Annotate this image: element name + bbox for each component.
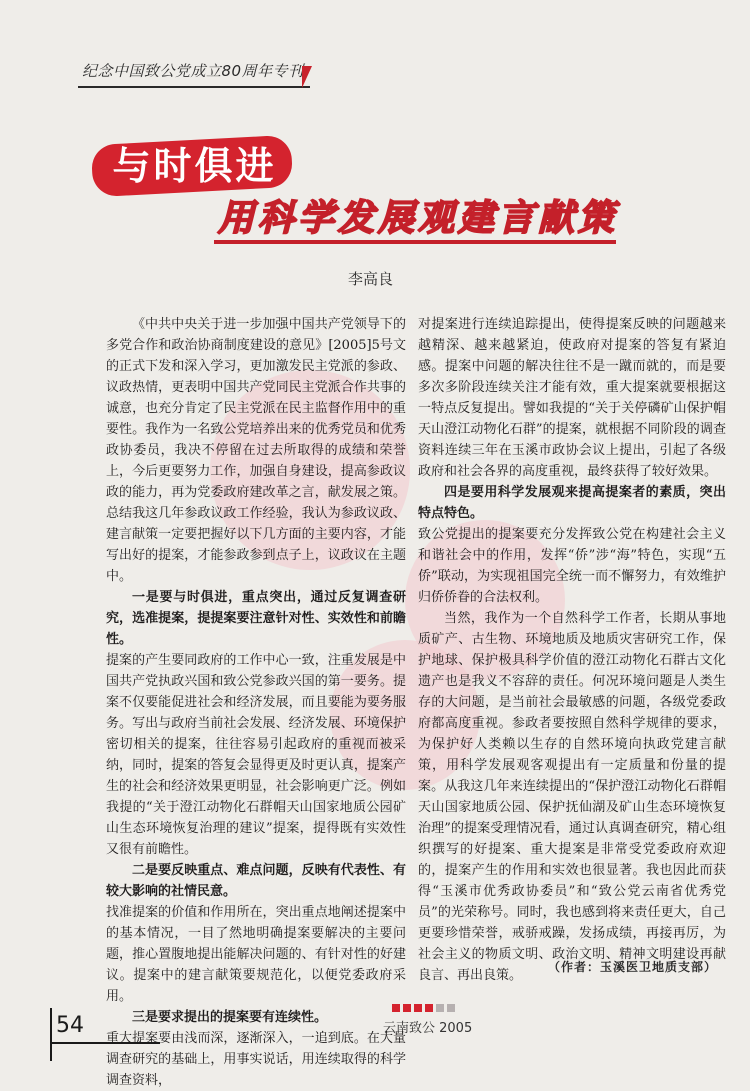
article-column-left	[106, 314, 406, 1091]
article-title-sub: 用科学发展观建言献策	[218, 198, 619, 239]
paragraph-heading: 四是要用科学发展观来提高提案者的素质，突出特点特色。	[418, 485, 726, 521]
article-author: 李高良	[348, 270, 394, 288]
footer-mark	[447, 1004, 455, 1012]
margin-line	[50, 1008, 52, 1061]
paragraph: 找准提案的价值和作用所在，突出重点地阐述提案中的基本情况，一目了然地明确提案要解决的主要问题，推心置腹地提出能解决问题的、有针对性的好建议。提案中的建言献策要规范化，以便党委政府采用。	[106, 905, 406, 1004]
footer-mark	[425, 1004, 433, 1012]
header-flag-icon	[302, 66, 312, 88]
page-number: 54	[56, 1013, 84, 1038]
header-rule	[78, 86, 310, 88]
title-underline	[214, 240, 616, 244]
paragraph: 《中共中央关于进一步加强中国共产党领导下的多党合作和政治协商制度建设的意见》[2005]5号文的正式下发和深入学习，更加激发民主党派的参政、议政热情，更表明中国共产党同民主党派合作共事的诚意，也充分肯定了民主党派在民主监督作用中的重要性。我作为一名致公党培养出来的优秀党员和优秀政协委员，我决不停留在过去所取得的成绩和荣誉上，今后更要努力工作，加强自身建设，提高参政议政的能力，再为党委政府建改革之言，献发展之策。总结我这几年参政议政工作经验，我认为参政议政、建言献策一定要把握好以下几方面的主要内容，才能写出好的提案，才能参政参到点子上，议政议在主题中。	[106, 317, 406, 584]
paragraph: 致公党提出的提案要充分发挥致公党在构建社会主义和谐社会中的作用，发挥“侨”涉“海”特色，实现“五侨”联动，为实现祖国完全统一而不懈努力，有效维护归侨侨眷的合法权利。	[418, 527, 726, 605]
paragraph: 重大提案要由浅而深，逐渐深入，一追到底。在大量调查研究的基础上，用事实说话，用连续取得的科学调查资料，	[106, 1031, 406, 1088]
paragraph: 对提案进行连续追踪提出，使得提案反映的问题越来越精深、越来越紧迫，使政府对提案的答复有紧迫感。提案中问题的解决往往不是一蹴而就的，而是要多次多阶段连续关注才能有效，重大提案就要根据这一特点反复提出。譬如我提的“关于关停磷矿山保护帽天山澄江动物化石群”的提案，就根据不同阶段的调查资料连续三年在玉溪市政协会议上提出，引起了各级政府和社会各界的高度重视，最终获得了较好效果。	[418, 317, 726, 479]
paragraph-heading: 三是要求提出的提案要有连续性。	[132, 1010, 328, 1025]
footer-mark	[414, 1004, 422, 1012]
footer-mark	[436, 1004, 444, 1012]
paragraph-heading: 二是要反映重点、难点问题，反映有代表性、有较大影响的社情民意。	[106, 863, 406, 899]
paragraph: 提案的产生要同政府的工作中心一致，注重发展是中国共产党执政兴国和致公党参政兴国的第一要务。提案不仅要能促进社会和经济发展，而且要能为要务服务。写出与政府当前社会发展、经济发展、环境保护密切相关的提案，往往容易引起政府的重视而被采纳，同时，提案的答复会显得更及时更认真，提案产生的社会和经济效果更明显，社会影响更广泛。例如我提的“关于澄江动物化石群帽天山国家地质公园矿山生态环境恢复治理的建议”提案，提得既有实效性又很有前瞻性。	[106, 653, 406, 857]
article-column-right	[418, 314, 726, 986]
paragraph: 当然，我作为一个自然科学工作者，长期从事地质矿产、古生物、环境地质及地质灾害研究工作，保护地球、保护极具科学价值的澄江动物化石群古文化遗产也是我义不容辞的责任。何况环境问题是人类生存的大问题，是当前社会最敏感的问题，各级党委政府都高度重视。参政者要按照自然科学规律的要求，为保护好人类赖以生存的自然环境向执政党建言献策，用科学发展观客观提出有一定质量和份量的提案。从我这几年来连续提出的“保护澄江动物化石群帽天山国家地质公园、保护抚仙湖及矿山生态环境恢复治理”的提案受理情况看，通过认真调查研究，精心组织撰写的好提案、重大提案是非常受党委政府欢迎的，提案产生的作用和实效也很显著。我也因此而获得“玉溪市优秀政协委员”和“致公党云南省优秀党员”的光荣称号。同时，我也感到将来责任更大，自己更要珍惜荣誉，戒骄戒躁，发扬成绩，再接再厉，为社会主义的物质文明、政治文明、精神文明建设再献良言、再出良策。	[418, 611, 726, 983]
article-byline: （作者：玉溪医卫地质支部）	[548, 960, 718, 974]
article-title-main: 与时俱进	[112, 144, 277, 188]
footer-journal: 云南致公 2005	[383, 1021, 473, 1036]
paragraph-heading: 一是要与时俱进，重点突出，通过反复调查研究，选准提案，提提案要注意针对性、实效性和前瞻性。	[106, 590, 406, 647]
header-title: 纪念中国致公党成立80周年专刊	[82, 62, 304, 80]
